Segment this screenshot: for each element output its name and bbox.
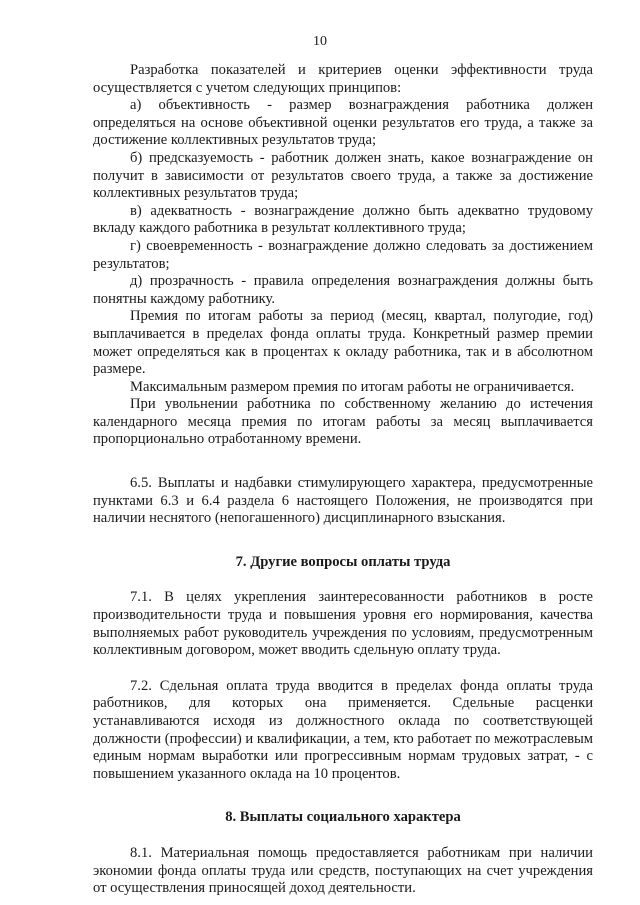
section-heading-7: 7. Другие вопросы оплаты труда <box>235 553 451 570</box>
paragraph-principles-intro: Разработка показателей и критериев оценки эффективности труда осуществляется с учетом следующих принципов: <box>93 62 593 96</box>
paragraph-7-1: 7.1. В целях укрепления заинтересованности работников в росте производительности труда и повышения уровня его нормирования, качества выполняемых работ руководитель учреждения по условиям, предусмотренным коллективным договором, может вводить сдельную оплату труда. <box>93 589 593 659</box>
paragraph-principle-transparency: д) прозрачность - правила определения вознаграждения должны быть понятны каждому работнику. <box>93 273 593 307</box>
paragraph-6-5: 6.5. Выплаты и надбавки стимулирующего характера, предусмотренные пунктами 6.3 и 6.4 раздела 6 настоящего Положения, не производятся при наличии неснятого (непогашенного) дисциплинарного взыскания. <box>93 475 593 527</box>
paragraph-principle-predictability: б) предсказуемость - работник должен знать, какое вознаграждение он получит в зависимости от результатов своего труда, а также за достижение коллективных результатов труда; <box>93 149 593 202</box>
paragraph-bonus-dismissal: При увольнении работника по собственному желанию до истечения календарного месяца премия по итогам работы за месяц выплачивается пропорционально отработанному времени. <box>93 396 593 448</box>
paragraph-principle-objectivity: а) объективность - размер вознаграждения работника должен определяться на основе объективной оценки результатов его труда, а также за достижение коллективных результатов труда; <box>93 97 593 149</box>
paragraph-principle-timeliness: г) своевременность - вознаграждение должно следовать за достижением результатов; <box>93 237 593 272</box>
paragraph-bonus-max: Максимальным размером премия по итогам работы не ограничивается. <box>130 378 575 395</box>
document-body <box>93 62 593 898</box>
page-number: 10 <box>313 34 327 49</box>
paragraph-principle-adequacy: в) адекватность - вознаграждение должно быть адекватно трудовому вкладу каждого работника в результат коллективного труда; <box>93 202 593 237</box>
paragraph-7-2: 7.2. Сдельная оплата труда вводится в пределах фонда оплаты труда работников, для которых она применяется. Сдельные расценки устанавливаются исходя из должностного оклада по соответствующей должности (профессии) и квалификации, а тем, кто работает по межотраслевым единым нормам выработки или прогрессивным нормам трудовых затрат, - с повышением указанного оклада на 10 процентов. <box>93 677 593 782</box>
paragraph-bonus-period: Премия по итогам работы за период (месяц, квартал, полугодие, год) выплачивается в пределах фонда оплаты труда. Конкретный размер премии может определяться как в процентах к окладу работника, так и в абсолютном размере. <box>93 308 593 378</box>
section-heading-8: 8. Выплаты социального характера <box>225 809 461 826</box>
paragraph-8-1: 8.1. Материальная помощь предоставляется работникам при наличии экономии фонда оплаты труда или средств, поступающих на счет учреждения от осуществления приносящей доход деятельности. <box>93 844 593 897</box>
